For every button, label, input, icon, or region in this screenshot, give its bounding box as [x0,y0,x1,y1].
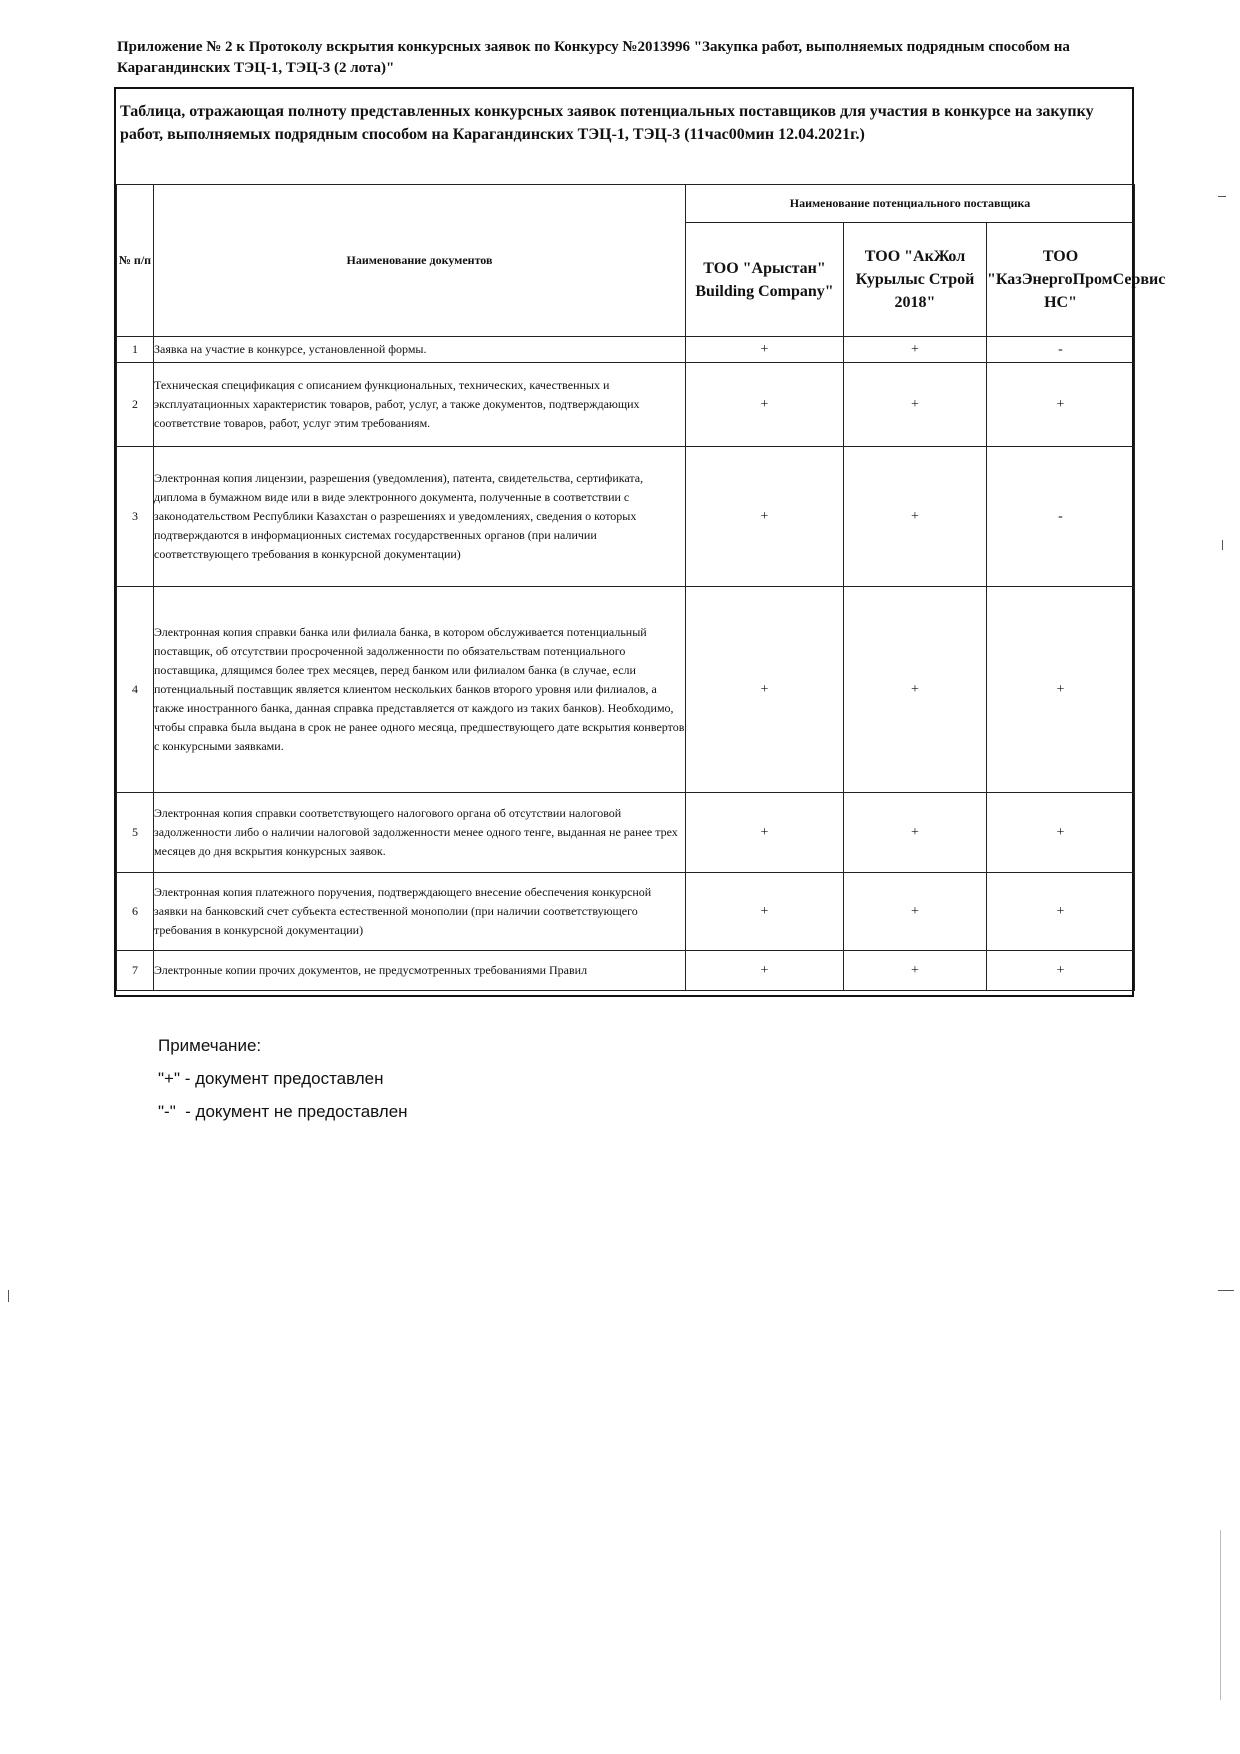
scan-edge-mark [1220,1530,1221,1700]
row-number: 7 [117,951,154,991]
table-row [117,873,1135,951]
presence-mark: + [844,587,987,793]
presence-mark: + [987,873,1135,951]
presence-mark: - [987,447,1135,587]
table-row [117,587,1135,793]
scan-edge-mark [1218,196,1226,197]
presence-mark: + [686,337,844,363]
presence-mark: + [987,587,1135,793]
scan-edge-mark [1218,1290,1234,1291]
presence-mark: + [686,951,844,991]
table-row [117,793,1135,873]
col-supplier-group-header: Наименование потенциального поставщика [686,185,1135,223]
document-name: Электронная копия справки банка или филиала банка, в котором обслуживается потенциальный поставщик, об отсутствии просроченной задолженности по обязательствам потенциального поставщика, длящимся более трех месяцев, перед банком или филиалом банка (в случае, если потенциальный поставщик является клиентом нескольких банков второго уровня или филиалов, а также иностранного банка, данная справка представляется от каждого из таких банков). Необходимо, чтобы справка была выдана в срок не ранее одного месяца, предшествующего дате вскрытия конвертов с конкурсными заявками. [154,587,686,793]
presence-mark: + [987,363,1135,447]
notes-title: Примечание: [158,1036,262,1055]
presence-mark: - [987,337,1135,363]
supplier-header: ТОО "АкЖол Курылыс Строй 2018" [844,223,987,337]
documents-table [116,184,1166,991]
document-name: Техническая спецификация с описанием функциональных, технических, качественных и эксплуатационных характеристик товаров, работ, услуг, а также документов, подтверждающих соответствие товаров, работ, услуг этим требованиям. [154,363,686,447]
row-number: 6 [117,873,154,951]
scan-edge-mark [8,1290,9,1302]
presence-mark: + [844,873,987,951]
presence-mark: + [987,793,1135,873]
presence-mark: + [844,363,987,447]
table-row [117,447,1135,587]
row-number: 4 [117,587,154,793]
row-number: 2 [117,363,154,447]
page-heading: Приложение № 2 к Протоколу вскрытия конкурсных заявок по Конкурсу №2013996 "Закупка работ, выполняемых подрядным способом на Карагандинских ТЭЦ-1, ТЭЦ-3 (2 лота)" [117,39,1070,76]
notes-line: "+" - документ предоставлен [158,1069,384,1088]
table-row [117,337,1135,363]
document-name: Электронные копии прочих документов, не предусмотренных требованиями Правил [154,951,686,991]
scan-edge-mark [1222,540,1223,550]
table-title: Таблица, отражающая полноту представленных конкурсных заявок потенциальных поставщиков для участия в конкурсе на закупку работ, выполняемых подрядным способом на Карагандинских ТЭЦ-1, ТЭЦ-3 (11час00мин 12.04.2021г.) [120,103,1094,143]
presence-mark: + [686,587,844,793]
document-name: Заявка на участие в конкурсе, установленной формы. [154,337,686,363]
row-number: 1 [117,337,154,363]
presence-mark: + [686,873,844,951]
supplier-header: ТОО "Арыстан" Building Company" [686,223,844,337]
presence-mark: + [987,951,1135,991]
notes [158,1029,408,1128]
row-number: 3 [117,447,154,587]
notes-line: "-" - документ не предоставлен [158,1102,408,1121]
table-row [117,363,1135,447]
header-row-group [117,185,1135,223]
table-row [117,951,1135,991]
supplier-header: ТОО "КазЭнергоПромСервис НС" [987,223,1135,337]
document-name: Электронная копия справки соответствующего налогового органа об отсутствии налоговой задолженности либо о наличии налоговой задолженности менее одного тенге, выданная не ранее трех месяцев до дня вскрытия конкурсных заявок. [154,793,686,873]
document-name: Электронная копия лицензии, разрешения (уведомления), патента, свидетельства, сертификата, диплома в бумажном виде или в виде электронного документа, полученные в соответствии с законодательством Республики Казахстан о разрешениях и уведомлениях, сведения о которых подтверждаются в информационных системах государственных органов (при наличии соответствующего требования в конкурсной документации) [154,447,686,587]
presence-mark: + [844,337,987,363]
row-number: 5 [117,793,154,873]
col-documents-header: Наименование документов [154,185,686,337]
presence-mark: + [844,951,987,991]
presence-mark: + [844,447,987,587]
document-name: Электронная копия платежного поручения, подтверждающего внесение обеспечения конкурсной заявки на банковский счет субъекта естественной монополии (при наличии соответствующего требования в конкурсной документации) [154,873,686,951]
presence-mark: + [686,447,844,587]
presence-mark: + [686,793,844,873]
presence-mark: + [686,363,844,447]
presence-mark: + [844,793,987,873]
col-number-header: № п/п [117,185,154,337]
summary-table-frame [114,87,1166,997]
